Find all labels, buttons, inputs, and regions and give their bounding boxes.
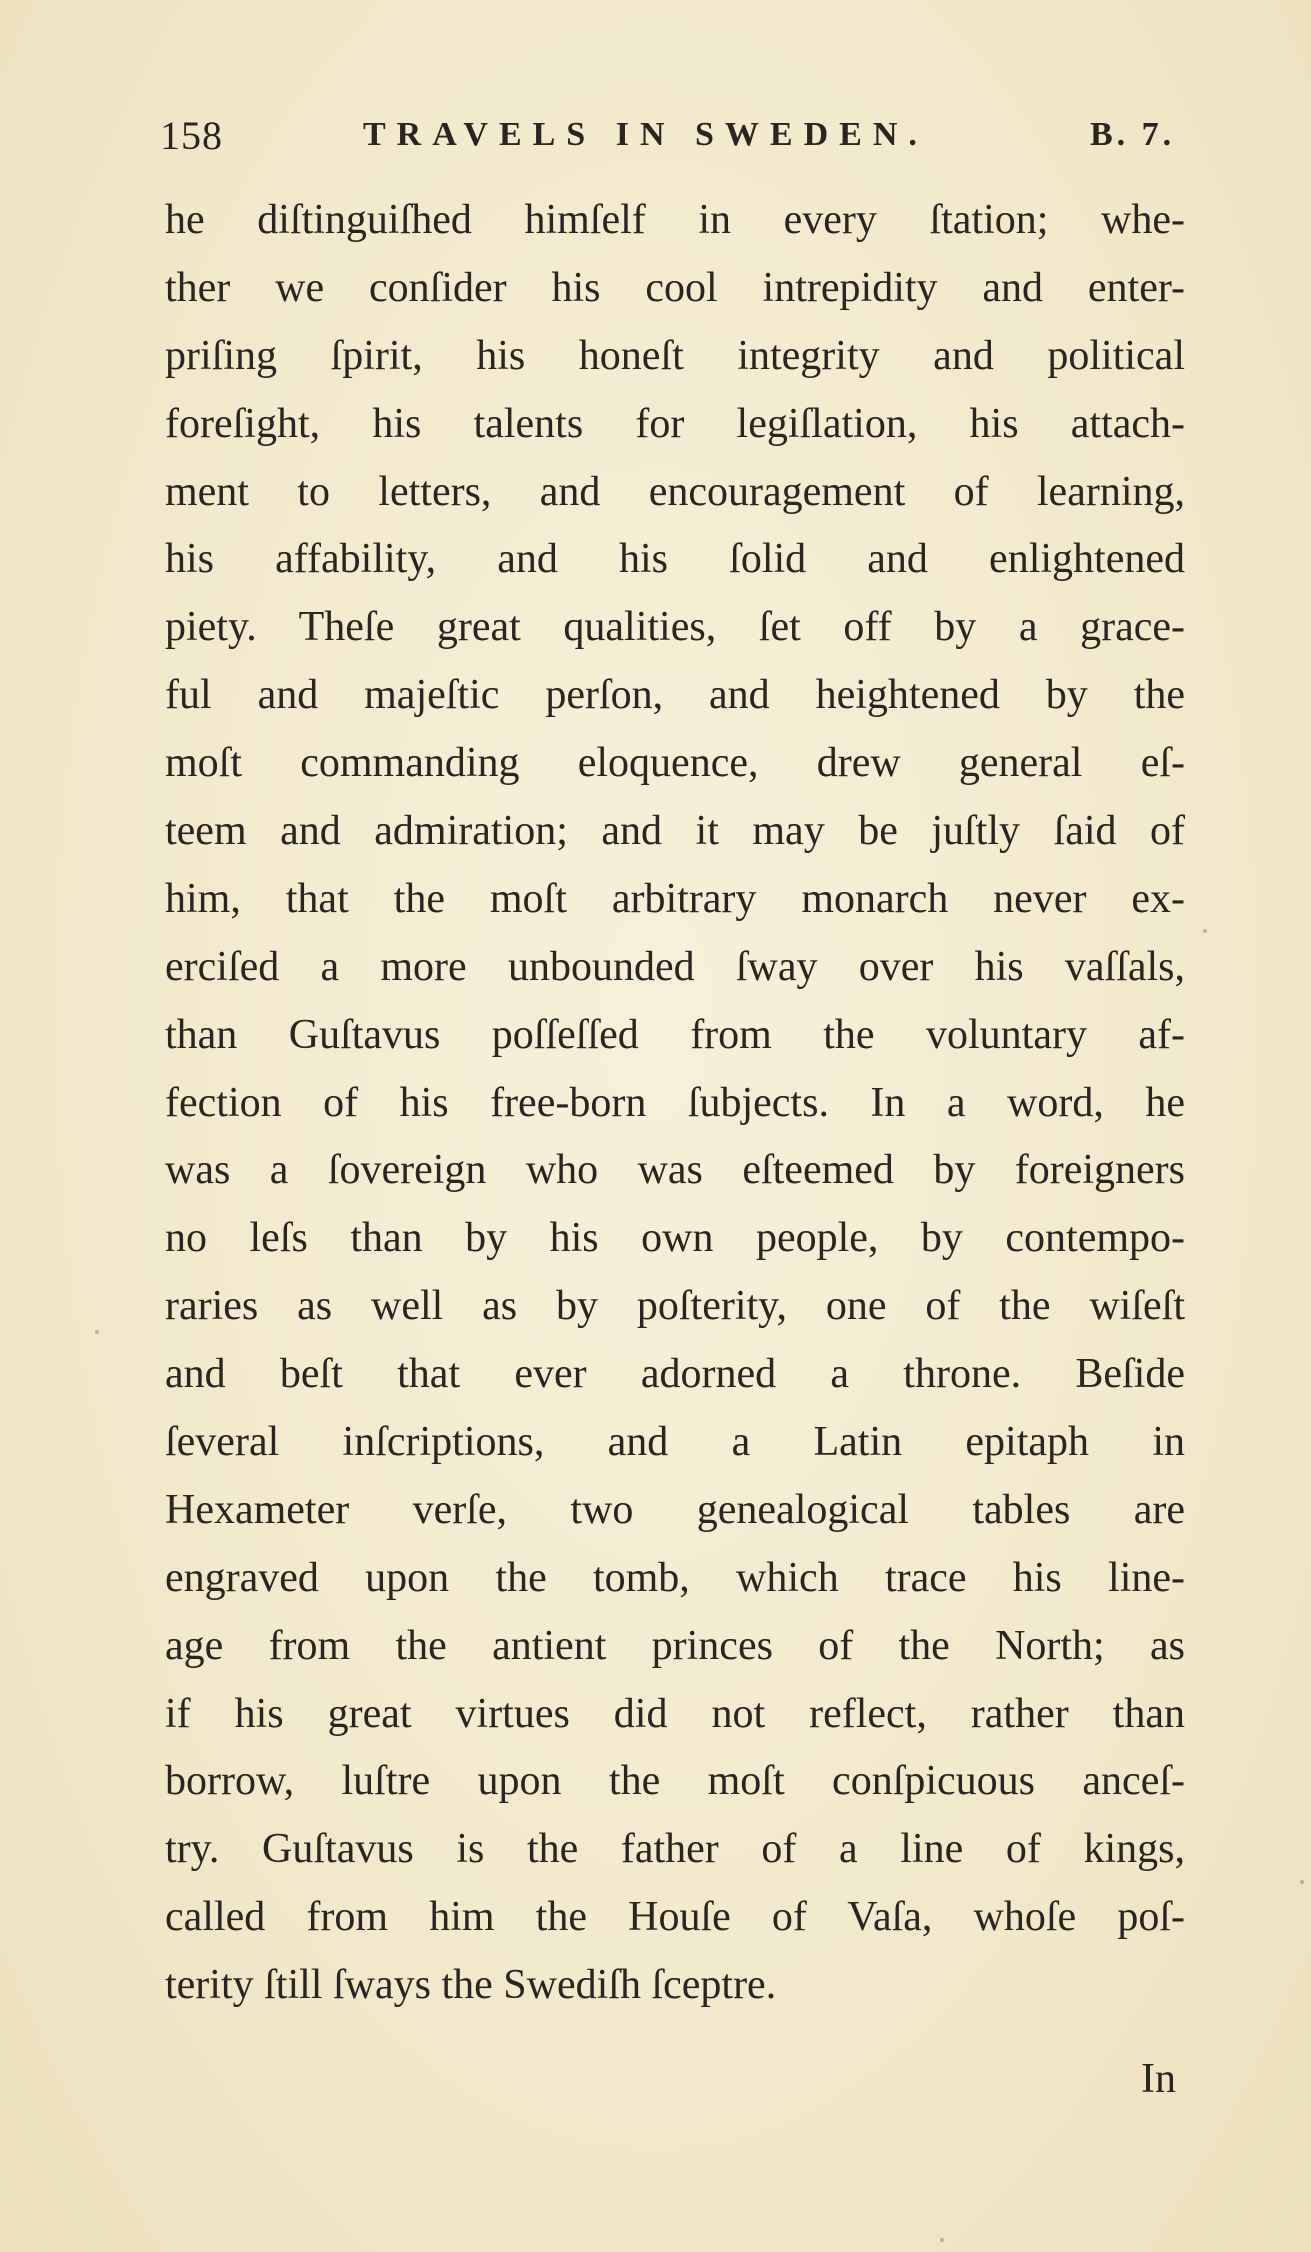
- text-line: ſeveral inſcriptions, and a Latin epitaph in: [165, 1419, 1185, 1466]
- text-line: ment to letters, and encouragement of learning,: [165, 468, 1185, 515]
- text-line: his affability, and his ſolid and enlightened: [165, 536, 1185, 583]
- text-line: him, that the moſt arbitrary monarch never ex-: [165, 875, 1185, 922]
- text-line: terity ſtill ſways the Swediſh ſceptre.: [165, 1962, 777, 2009]
- text-line: age from the antient princes of the North; as: [165, 1622, 1185, 1669]
- catchword: In: [1141, 2056, 1176, 2102]
- text-line: teem and admiration; and it may be juſtly ſaid of: [165, 808, 1185, 855]
- text-line: was a ſovereign who was eſteemed by foreigners: [165, 1147, 1185, 1194]
- text-line: raries as well as by poſterity, one of the wiſeſt: [165, 1283, 1185, 1330]
- text-line: moſt commanding eloquence, drew general eſ-: [165, 740, 1185, 787]
- text-line: priſing ſpirit, his honeſt integrity and political: [165, 332, 1185, 379]
- text-line: called from him the Houſe of Vaſa, whoſe poſ-: [165, 1894, 1185, 1941]
- text-line: Hexameter verſe, two genealogical tables are: [165, 1486, 1185, 1533]
- text-line: try. Guſtavus is the father of a line of kings,: [165, 1826, 1185, 1873]
- text-line: piety. Theſe great qualities, ſet off by a grace-: [165, 604, 1185, 651]
- page-number: 158: [160, 113, 223, 158]
- text-line: borrow, luſtre upon the moſt conſpicuous anceſ-: [165, 1758, 1185, 1805]
- text-line: no leſs than by his own people, by contempo-: [165, 1215, 1185, 1262]
- text-line: fection of his free-born ſubjects. In a word, he: [165, 1079, 1185, 1126]
- paper-speck: [1300, 1880, 1304, 1884]
- text-line: than Guſtavus poſſeſſed from the voluntary af-: [165, 1011, 1185, 1058]
- text-line: and beſt that ever adorned a throne. Beſide: [165, 1351, 1185, 1398]
- text-line: erciſed a more unbounded ſway over his vaſſals,: [165, 943, 1185, 990]
- page-header: [160, 112, 1260, 172]
- paper-speck: [1203, 929, 1207, 933]
- text-line: engraved upon the tomb, which trace his line-: [165, 1554, 1185, 1601]
- book-reference: B. 7.: [1090, 116, 1176, 153]
- paper-speck: [940, 2238, 944, 2242]
- text-line: foreſight, his talents for legiſlation, his attach-: [165, 400, 1185, 447]
- body-text: [165, 187, 1185, 2020]
- running-head: TRAVELS IN SWEDEN.: [363, 116, 928, 153]
- text-line: if his great virtues did not reflect, rather than: [165, 1690, 1185, 1737]
- text-line: ful and majeſtic perſon, and heightened by the: [165, 672, 1185, 719]
- paper-speck: [95, 1330, 99, 1334]
- text-line: he diſtinguiſhed himſelf in every ſtation; whe-: [165, 197, 1185, 243]
- text-line: ther we conſider his cool intrepidity and enter-: [165, 264, 1185, 311]
